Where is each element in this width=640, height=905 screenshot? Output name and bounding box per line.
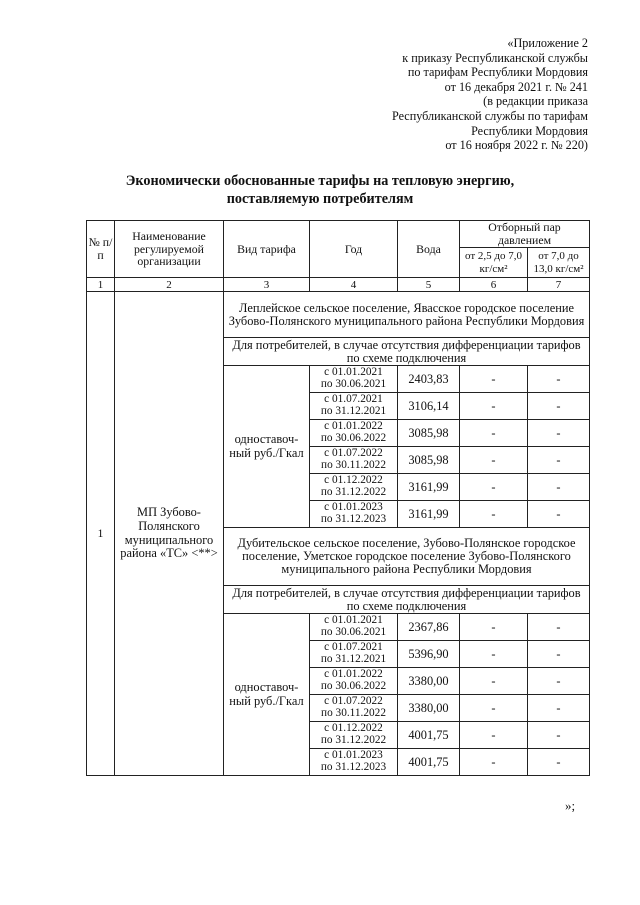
steam-high-value: - [528,501,590,528]
column-numbers-row [87,278,590,292]
steam-low-value: - [460,501,528,528]
header-steam-high: от 7,0 до 13,0 кг/см² [528,248,590,278]
column-number: 5 [398,278,460,292]
document-title [60,172,580,208]
period-to: по 31.12.2023 [320,513,387,525]
period-from: с 01.01.2021 [324,366,383,379]
period-to: по 30.11.2022 [321,459,386,471]
header-line: (в редакции приказа [483,94,588,109]
steam-low-value: - [460,641,528,668]
section-area: Дубительское сельское поселение, Зубово-Полянское городское поселение, Уметское городское поселение Зубово-Полянского муниципального района Республики Мордовия [224,528,590,586]
table-header [87,221,590,292]
steam-high-value: - [528,614,590,641]
steam-high-value: - [528,447,590,474]
water-value: 3085,98 [398,420,460,447]
header-line: «Приложение 2 [507,36,588,50]
period-cell [310,695,398,722]
header-organization: Наименование регулируемой организации [115,221,224,278]
section-area: Леплейское сельское поселение, Явасское городское поселение Зубово-Полянского муниципального района Республики Мордовия [224,292,590,338]
steam-low-value: - [460,447,528,474]
period-from: с 01.01.2023 [324,749,383,762]
header-tariff-type: Вид тарифа [224,221,310,278]
column-number: 2 [115,278,224,292]
period-cell [310,614,398,641]
column-number: 7 [528,278,590,292]
period-from: с 01.01.2022 [324,668,383,681]
period-cell [310,749,398,776]
water-value: 2367,86 [398,614,460,641]
period-from: с 01.07.2021 [324,641,383,654]
period-cell [310,447,398,474]
period-from: с 01.12.2022 [324,474,383,487]
period-cell [310,366,398,393]
header-line: к приказу Республиканской службы [402,50,588,65]
header-line: от 16 декабря 2021 г. № 241 [444,79,588,94]
table-body [87,292,590,776]
period-to: по 31.12.2021 [320,653,387,665]
period-to: по 31.12.2021 [320,405,387,417]
steam-low-value: - [460,614,528,641]
header-year: Год [310,221,398,278]
steam-low-value: - [460,668,528,695]
water-value: 4001,75 [398,749,460,776]
water-value: 3161,99 [398,501,460,528]
water-value: 3380,00 [398,695,460,722]
period-from: с 01.01.2022 [324,420,383,433]
period-cell [310,420,398,447]
header-line: по тарифам Республики Мордовия [407,65,588,80]
steam-low-value: - [460,393,528,420]
section-note: Для потребителей, в случае отсутствия дифференциации тарифов по схеме подключения [224,586,590,614]
steam-high-value: - [528,749,590,776]
steam-low-value: - [460,366,528,393]
period-to: по 31.12.2023 [320,761,387,773]
tariff-type: одноставоч-ный руб./Гкал [224,366,310,528]
period-to: по 30.06.2022 [320,432,387,444]
water-value: 2403,83 [398,366,460,393]
steam-high-value: - [528,668,590,695]
closing-quote: »; [565,798,576,813]
period-cell [310,668,398,695]
steam-high-value: - [528,641,590,668]
period-cell [310,722,398,749]
period-to: по 30.06.2021 [320,378,387,390]
water-value: 3085,98 [398,447,460,474]
title-line-2: поставляемую потребителям [226,191,414,207]
header-line: Республиканской службы по тарифам [391,108,588,123]
appendix-header [288,36,588,153]
title-line-1: Экономически обоснованные тарифы на тепловую энергию, [125,173,515,189]
steam-high-value: - [528,393,590,420]
period-cell [310,474,398,501]
column-number: 3 [224,278,310,292]
water-value: 3380,00 [398,668,460,695]
period-from: с 01.07.2021 [324,393,383,406]
period-cell [310,641,398,668]
water-value: 3106,14 [398,393,460,420]
period-from: с 01.01.2023 [324,501,383,514]
period-to: по 30.11.2022 [321,707,386,719]
column-number: 6 [460,278,528,292]
steam-low-value: - [460,474,528,501]
period-from: с 01.07.2022 [324,695,383,708]
period-from: с 01.01.2021 [324,614,383,627]
water-value: 4001,75 [398,722,460,749]
header-steam-low: от 2,5 до 7,0 кг/см² [460,248,528,278]
column-number: 1 [87,278,115,292]
steam-low-value: - [460,695,528,722]
header-line: Республики Мордовия [471,123,588,138]
tariff-type: одноставоч-ный руб./Гкал [224,614,310,776]
steam-high-value: - [528,474,590,501]
tariff-table [86,220,590,776]
header-num: № п/п [87,221,115,278]
steam-high-value: - [528,695,590,722]
organization-name: МП Зубово-Полянского муниципального района «ТС» <**> [115,292,224,776]
period-to: по 30.06.2022 [320,680,387,692]
period-from: с 01.12.2022 [324,722,383,735]
steam-high-value: - [528,366,590,393]
steam-low-value: - [460,749,528,776]
period-to: по 31.12.2022 [320,734,387,746]
period-from: с 01.07.2022 [324,447,383,460]
row-number: 1 [87,292,115,776]
period-cell [310,393,398,420]
header-water: Вода [398,221,460,278]
water-value: 5396,90 [398,641,460,668]
section-note: Для потребителей, в случае отсутствия дифференциации тарифов по схеме подключения [224,338,590,366]
column-number: 4 [310,278,398,292]
steam-low-value: - [460,722,528,749]
steam-high-value: - [528,420,590,447]
period-cell [310,501,398,528]
steam-high-value: - [528,722,590,749]
steam-low-value: - [460,420,528,447]
period-to: по 30.06.2021 [320,626,387,638]
header-steam: Отборный пар давлением [460,221,590,248]
water-value: 3161,99 [398,474,460,501]
header-line: от 16 ноября 2022 г. № 220) [445,138,588,153]
period-to: по 31.12.2022 [320,486,387,498]
